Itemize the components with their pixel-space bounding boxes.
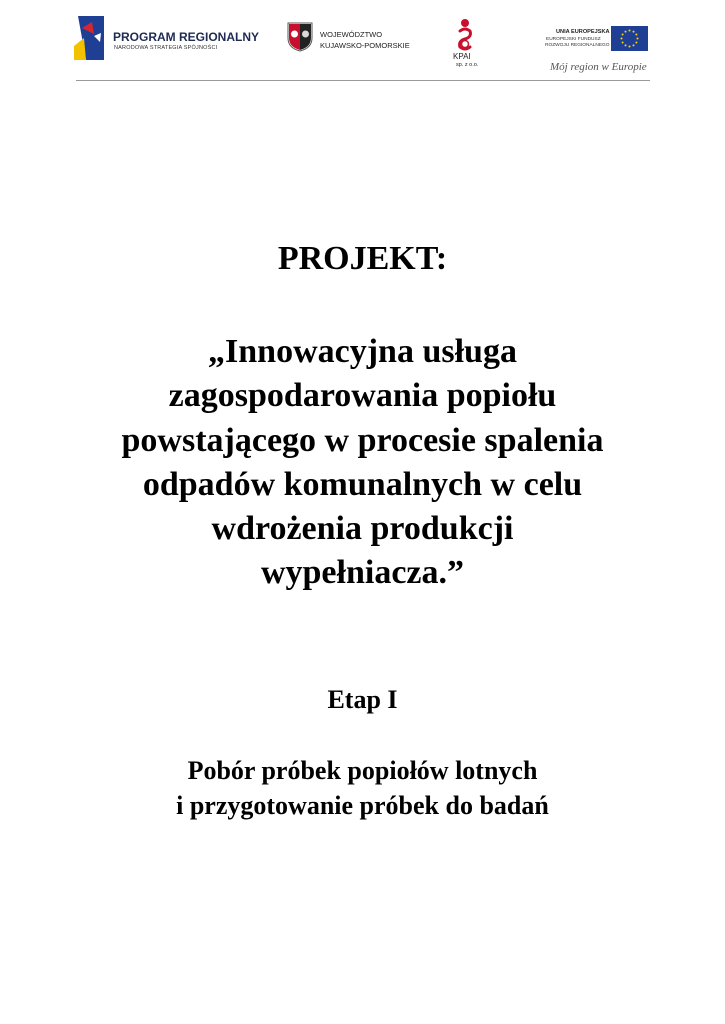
page-header [0,0,725,90]
stage-label: Etap I [327,685,398,714]
stage-subtitle [62,753,663,823]
kpai-name: KPAI [453,52,471,61]
project-title-line: wypełniacza.” [260,554,465,592]
eu-line3: ROZWOJU REGIONALNEGO [545,43,610,48]
project-title-line: „Innowacyjna usługa [208,333,517,370]
voivodeship-coat-of-arms-icon [287,22,313,52]
eu-line1: UNIA EUROPEJSKA [556,29,610,35]
kpai-logo-icon [452,17,478,53]
stage-subtitle-line: Pobór próbek popiołów lotnych [187,756,538,785]
kpai-sub: sp. z o.o. [456,62,479,68]
project-title-line: wdrożenia produkcji [211,510,514,548]
project-title-line: powstającego w procesie spalenia [121,421,604,459]
stage-subtitle-line: i przygotowanie próbek do badań [176,791,549,820]
projekt-label: PROJEKT: [277,240,448,277]
program-regionalny-title: PROGRAM REGIONALNY [113,30,260,44]
header-divider [76,80,650,81]
project-title-line: odpadów komunalnych w celu [142,465,583,503]
program-regionalny-subtitle: NARODOWA STRATEGIA SPÓJNOŚCI [114,45,218,51]
eu-flag-icon [611,26,648,51]
voivodeship-line2: KUJAWSKO-POMORSKIE [320,41,410,50]
voivodeship-line1: WOJEWÓDZTWO [320,30,383,39]
program-regionalny-logo-icon [74,16,106,60]
eu-motto: Mój region w Europie [550,61,647,73]
project-title [62,330,663,596]
project-title-line: zagospodarowania popiołu [168,377,557,415]
eu-line2: EUROPEJSKI FUNDUSZ [546,37,601,42]
